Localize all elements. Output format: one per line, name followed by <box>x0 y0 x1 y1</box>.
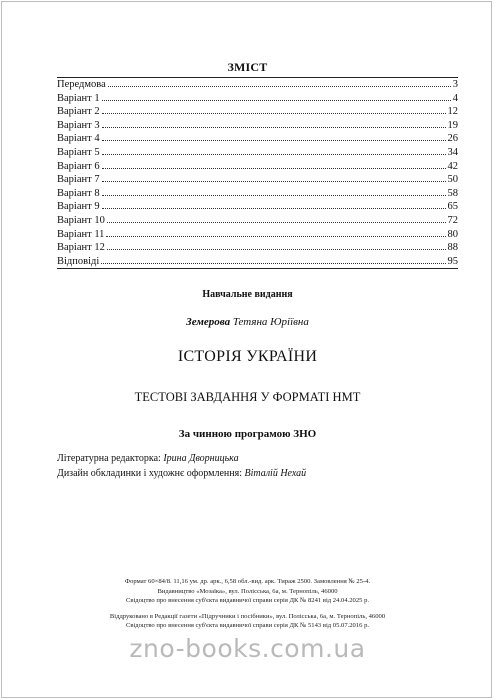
toc-entry <box>57 241 458 255</box>
editor-credit <box>57 451 477 466</box>
toc-entry <box>57 119 458 133</box>
toc-leader <box>107 241 446 250</box>
toc-leader <box>102 132 446 141</box>
toc-entry <box>57 78 458 92</box>
imprint-line: Видавництво «Мозаїка», вул. Полісська, 6а, м. Тернопіль, 46000 <box>157 587 338 595</box>
toc-leader <box>102 173 446 182</box>
toc-entry-page: 50 <box>447 174 458 186</box>
imprint <box>0 577 495 631</box>
author-given-name: Тетяна Юріївна <box>232 316 309 328</box>
editor-name: Ірина Дворницька <box>163 453 239 464</box>
toc-entry-label: Варіант 10 <box>57 214 105 226</box>
book-title: ІСТОРІЯ УКРАЇНИ <box>177 348 318 365</box>
toc-leader <box>102 146 446 155</box>
toc-entry <box>57 92 458 106</box>
toc-entry <box>57 214 458 228</box>
table-of-contents <box>57 77 458 269</box>
toc-entry-label: Варіант 5 <box>57 146 100 158</box>
toc-entry-page: 4 <box>452 92 458 104</box>
toc-entry-label: Варіант 11 <box>57 228 105 240</box>
toc-entry-label: Варіант 8 <box>57 187 100 199</box>
credits <box>57 451 477 481</box>
toc-entry-label: Варіант 4 <box>57 133 100 145</box>
toc-entry-label: Передмова <box>57 79 106 90</box>
toc-entry-page: 34 <box>447 146 458 158</box>
toc-leader <box>102 200 446 209</box>
toc-entry <box>57 160 458 174</box>
toc-entry-label: Варіант 2 <box>57 106 100 118</box>
toc-entry-label: Варіант 7 <box>57 174 100 186</box>
toc-entry-label: Варіант 3 <box>57 119 100 131</box>
toc-entry-label: Варіант 1 <box>57 92 100 104</box>
toc-leader <box>107 214 446 223</box>
toc-title: ЗМІСТ <box>227 60 268 74</box>
imprint-line: Свідоцтво про внесення суб'єкта видавничої справи серія ДК № 5143 від 05.07.2016 р. <box>125 622 370 630</box>
design-label: Дизайн обкладинки і художнє оформлення: <box>57 468 242 479</box>
imprint-line: Формат 60×84/8. 11,16 ум. др. арк., 6,58 обл.-вид. арк. Тираж 2500. Замовлення № 25-4. <box>124 578 371 585</box>
designer-name: Віталій Нехай <box>244 468 307 479</box>
toc-entry-page: 95 <box>447 255 458 267</box>
toc-leader <box>102 105 446 114</box>
toc-entry-label: Варіант 12 <box>57 242 105 254</box>
toc-entry-page: 88 <box>447 242 458 254</box>
book-subtitle: ТЕСТОВІ ЗАВДАННЯ У ФОРМАТІ НМТ <box>134 390 361 404</box>
toc-entry-page: 26 <box>447 133 458 145</box>
toc-leader <box>101 255 445 264</box>
toc-leader <box>108 78 451 87</box>
edition-type: Навчальне видання <box>202 289 293 300</box>
toc-entry-page: 65 <box>447 201 458 213</box>
toc-leader <box>102 119 446 128</box>
toc-entry <box>57 173 458 187</box>
toc-entry <box>57 132 458 146</box>
editor-label: Літературна редакторка: <box>57 453 161 464</box>
toc-leader <box>102 92 451 101</box>
toc-entry <box>57 187 458 201</box>
imprint-line: Віддруковано в Редакції газети «Підручники і посібники», вул. Полісська, 6а, м. Тернопіль, 46000 <box>109 612 386 620</box>
toc-leader <box>106 228 445 237</box>
imprint-line: Свідоцтво про внесення суб'єкта видавничої справи серія ДК № 8241 від 24.04.2025 р. <box>125 597 370 605</box>
toc-leader <box>102 187 446 196</box>
toc-entry <box>57 146 458 160</box>
toc-entry-page: 12 <box>447 106 458 118</box>
toc-entry-page: 72 <box>447 214 458 226</box>
toc-entry <box>57 255 458 269</box>
toc-entry <box>57 105 458 119</box>
toc-entry-page: 58 <box>447 187 458 199</box>
toc-entry-label: Варіант 6 <box>57 160 100 172</box>
toc-entry-page: 3 <box>452 79 458 90</box>
toc-entry-label: Відповіді <box>57 255 100 267</box>
author-surname: Земерова <box>186 316 231 328</box>
program-note: За чинною програмою ЗНО <box>178 428 317 440</box>
toc-entry-label: Варіант 9 <box>57 201 100 213</box>
toc-entry-page: 80 <box>447 228 458 240</box>
author <box>0 316 495 328</box>
watermark: zno-books.com.ua <box>129 634 366 663</box>
design-credit <box>57 466 477 481</box>
toc-entry <box>57 228 458 242</box>
toc-entry <box>57 200 458 214</box>
toc-entry-page: 19 <box>447 119 458 131</box>
toc-entry-page: 42 <box>447 160 458 172</box>
toc-leader <box>102 160 446 169</box>
